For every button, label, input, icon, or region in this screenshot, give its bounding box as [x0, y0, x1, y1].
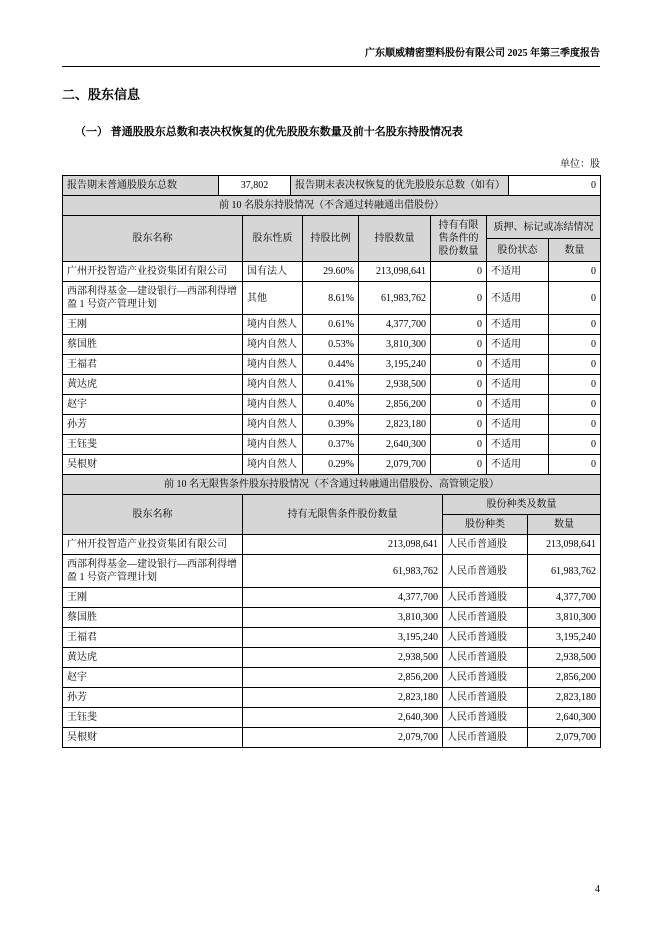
cell-shareholder-name: 王钰斐	[63, 708, 243, 728]
cell-shareholder-name: 王福君	[63, 355, 243, 375]
cell-holding-ratio: 0.29%	[303, 455, 359, 475]
cell-pledge-status: 不适用	[487, 282, 549, 315]
cell-shareholder-name: 吴根财	[63, 728, 243, 748]
table-row	[63, 555, 601, 588]
cell-shareholder-name: 赵宇	[63, 395, 243, 415]
cell-unrestricted-quantity: 3,195,240	[243, 628, 443, 648]
header-pledge-status: 股份状态	[487, 239, 549, 262]
cell-share-count: 3,810,300	[528, 608, 601, 628]
cell-restricted-shares: 0	[431, 415, 487, 435]
cell-shareholder-name: 西部利得基金—建设银行—西部利得增盈 1 号资产管理计划	[63, 555, 243, 588]
document-header: 广东顺威精密塑料股份有限公司 2025 年第三季度报告	[62, 44, 600, 67]
cell-share-count: 3,195,240	[528, 628, 601, 648]
cell-shareholder-name: 西部利得基金—建设银行—西部利得增盈 1 号资产管理计划	[63, 282, 243, 315]
cell-shareholder-nature: 境内自然人	[243, 315, 303, 335]
table-row	[63, 315, 601, 335]
header-pledge-count: 数量	[549, 239, 601, 262]
cell-pledge-quantity: 0	[549, 282, 601, 315]
cell-shareholder-nature: 境内自然人	[243, 455, 303, 475]
cell-unrestricted-quantity: 2,856,200	[243, 668, 443, 688]
cell-restricted-shares: 0	[431, 435, 487, 455]
table-row	[63, 375, 601, 395]
cell-pledge-quantity: 0	[549, 395, 601, 415]
cell-shareholder-nature: 境内自然人	[243, 335, 303, 355]
cell-holding-quantity: 3,810,300	[359, 335, 431, 355]
cell-pledge-status: 不适用	[487, 435, 549, 455]
table-row	[63, 688, 601, 708]
cell-shareholder-name: 赵宇	[63, 668, 243, 688]
cell-shareholder-name: 广州开投智造产业投资集团有限公司	[63, 535, 243, 555]
cell-restricted-shares: 0	[431, 282, 487, 315]
table-row	[63, 668, 601, 688]
cell-unrestricted-quantity: 2,823,180	[243, 688, 443, 708]
cell-unrestricted-quantity: 2,079,700	[243, 728, 443, 748]
cell-restricted-shares: 0	[431, 455, 487, 475]
cell-restricted-shares: 0	[431, 355, 487, 375]
cell-shareholder-name: 王福君	[63, 628, 243, 648]
cell-pledge-quantity: 0	[549, 435, 601, 455]
cell-pledge-quantity: 0	[549, 355, 601, 375]
table-row	[63, 262, 601, 282]
table-row	[63, 435, 601, 455]
table1-band-title: 前 10 名股东持股情况（不含通过转融通出借股份）	[63, 196, 601, 216]
cell-holding-quantity: 61,983,762	[359, 282, 431, 315]
header-share-count: 数量	[528, 515, 601, 535]
table-row	[63, 355, 601, 375]
cell-share-type: 人民币普通股	[443, 628, 528, 648]
cell-holding-quantity: 2,079,700	[359, 455, 431, 475]
cell-shareholder-nature: 境内自然人	[243, 355, 303, 375]
cell-ordinary-shareholders-label: 报告期末普通股股东总数	[63, 176, 219, 196]
cell-share-count: 213,098,641	[528, 535, 601, 555]
table-row	[63, 608, 601, 628]
cell-share-count: 2,823,180	[528, 688, 601, 708]
cell-share-count: 2,856,200	[528, 668, 601, 688]
cell-holding-ratio: 8.61%	[303, 282, 359, 315]
cell-pledge-status: 不适用	[487, 355, 549, 375]
cell-shareholder-name: 孙芳	[63, 688, 243, 708]
section-title: 二、股东信息	[62, 87, 141, 102]
cell-shareholder-name: 吴根财	[63, 455, 243, 475]
cell-shareholder-name: 蔡国胜	[63, 335, 243, 355]
cell-unrestricted-quantity: 2,938,500	[243, 648, 443, 668]
header-shareholder-nature: 股东性质	[243, 216, 303, 262]
cell-holding-ratio: 29.60%	[303, 262, 359, 282]
cell-restricted-shares: 0	[431, 395, 487, 415]
table-row	[63, 455, 601, 475]
cell-shareholder-nature: 其他	[243, 282, 303, 315]
cell-share-type: 人民币普通股	[443, 608, 528, 628]
header-share-type-group: 股份种类及数量	[443, 495, 601, 515]
table-row	[63, 282, 601, 315]
cell-shareholder-name: 蔡国胜	[63, 608, 243, 628]
header-holding-quantity: 持股数量	[359, 216, 431, 262]
header-shareholder-name: 股东名称	[63, 495, 243, 535]
header-shareholder-name: 股东名称	[63, 216, 243, 262]
cell-share-type: 人民币普通股	[443, 688, 528, 708]
table-row	[63, 728, 601, 748]
cell-share-type: 人民币普通股	[443, 728, 528, 748]
cell-share-type: 人民币普通股	[443, 648, 528, 668]
cell-unrestricted-quantity: 213,098,641	[243, 535, 443, 555]
cell-share-type: 人民币普通股	[443, 668, 528, 688]
cell-shareholder-name: 王刚	[63, 315, 243, 335]
cell-pledge-status: 不适用	[487, 315, 549, 335]
cell-holding-ratio: 0.61%	[303, 315, 359, 335]
cell-pledge-status: 不适用	[487, 375, 549, 395]
cell-share-count: 61,983,762	[528, 555, 601, 588]
cell-holding-ratio: 0.40%	[303, 395, 359, 415]
cell-holding-quantity: 2,640,300	[359, 435, 431, 455]
table-row	[63, 535, 601, 555]
cell-pledge-quantity: 0	[549, 455, 601, 475]
unit-label: 单位：股	[560, 159, 600, 170]
cell-shareholder-nature: 境内自然人	[243, 415, 303, 435]
cell-unrestricted-quantity: 3,810,300	[243, 608, 443, 628]
table-band-row	[63, 475, 601, 495]
table-row	[63, 415, 601, 435]
cell-unrestricted-quantity: 61,983,762	[243, 555, 443, 588]
table-row	[63, 176, 601, 196]
cell-pledge-status: 不适用	[487, 262, 549, 282]
table-header-row	[63, 495, 601, 515]
table-row	[63, 628, 601, 648]
cell-ordinary-shareholders-value: 37,802	[219, 176, 291, 196]
cell-holding-ratio: 0.37%	[303, 435, 359, 455]
cell-share-count: 2,938,500	[528, 648, 601, 668]
cell-pledge-status: 不适用	[487, 395, 549, 415]
cell-pledge-quantity: 0	[549, 315, 601, 335]
cell-pledge-status: 不适用	[487, 335, 549, 355]
table2-band-title: 前 10 名无限售条件股东持股情况（不含通过转融通出借股份、高管锁定股）	[63, 475, 601, 495]
cell-share-type: 人民币普通股	[443, 555, 528, 588]
cell-unrestricted-quantity: 2,640,300	[243, 708, 443, 728]
cell-shareholder-name: 广州开投智造产业投资集团有限公司	[63, 262, 243, 282]
header-holding-ratio: 持股比例	[303, 216, 359, 262]
header-pledge-group: 质押、标记或冻结情况	[487, 216, 601, 239]
table-header-row	[63, 216, 601, 239]
cell-share-count: 4,377,700	[528, 588, 601, 608]
header-unrestricted-quantity: 持有无限售条件股份数量	[243, 495, 443, 535]
cell-pledge-status: 不适用	[487, 455, 549, 475]
page-content	[62, 76, 600, 748]
cell-shareholder-nature: 国有法人	[243, 262, 303, 282]
cell-share-type: 人民币普通股	[443, 535, 528, 555]
table-row	[63, 588, 601, 608]
top10-shareholders-table	[62, 195, 601, 475]
cell-share-count: 2,079,700	[528, 728, 601, 748]
table-band-row	[63, 196, 601, 216]
page-number: 4	[595, 884, 600, 895]
cell-pledge-quantity: 0	[549, 375, 601, 395]
table-row	[63, 395, 601, 415]
cell-holding-ratio: 0.53%	[303, 335, 359, 355]
cell-shareholder-nature: 境内自然人	[243, 435, 303, 455]
cell-restricted-shares: 0	[431, 262, 487, 282]
cell-holding-quantity: 2,938,500	[359, 375, 431, 395]
cell-share-type: 人民币普通股	[443, 588, 528, 608]
cell-shareholder-name: 黄达虎	[63, 648, 243, 668]
cell-pledge-quantity: 0	[549, 262, 601, 282]
cell-restricted-shares: 0	[431, 335, 487, 355]
cell-holding-quantity: 3,195,240	[359, 355, 431, 375]
cell-unrestricted-quantity: 4,377,700	[243, 588, 443, 608]
cell-shareholder-name: 王刚	[63, 588, 243, 608]
cell-holding-ratio: 0.44%	[303, 355, 359, 375]
top10-unrestricted-table	[62, 474, 601, 748]
cell-shareholder-nature: 境内自然人	[243, 395, 303, 415]
cell-preferred-shareholders-label: 报告期末表决权恢复的优先股股东总数（如有）	[291, 176, 509, 196]
header-share-type: 股份种类	[443, 515, 528, 535]
shareholder-summary-table	[62, 175, 601, 196]
table-row	[63, 708, 601, 728]
cell-holding-quantity: 2,856,200	[359, 395, 431, 415]
cell-pledge-quantity: 0	[549, 415, 601, 435]
cell-restricted-shares: 0	[431, 315, 487, 335]
cell-preferred-shareholders-value: 0	[509, 176, 601, 196]
cell-share-type: 人民币普通股	[443, 708, 528, 728]
cell-holding-quantity: 213,098,641	[359, 262, 431, 282]
cell-shareholder-name: 王钰斐	[63, 435, 243, 455]
table-row	[63, 335, 601, 355]
cell-holding-quantity: 2,823,180	[359, 415, 431, 435]
cell-share-count: 2,640,300	[528, 708, 601, 728]
cell-shareholder-name: 孙芳	[63, 415, 243, 435]
cell-shareholder-name: 黄达虎	[63, 375, 243, 395]
cell-pledge-quantity: 0	[549, 335, 601, 355]
cell-shareholder-nature: 境内自然人	[243, 375, 303, 395]
header-restricted-shares: 持有有限售条件的股份数量	[431, 216, 487, 262]
cell-holding-quantity: 4,377,700	[359, 315, 431, 335]
subsection-title: （一） 普通股股东总数和表决权恢复的优先股股东数量及前十名股东持股情况表	[75, 126, 463, 138]
cell-holding-ratio: 0.41%	[303, 375, 359, 395]
cell-restricted-shares: 0	[431, 375, 487, 395]
cell-pledge-status: 不适用	[487, 415, 549, 435]
table-row	[63, 648, 601, 668]
cell-holding-ratio: 0.39%	[303, 415, 359, 435]
